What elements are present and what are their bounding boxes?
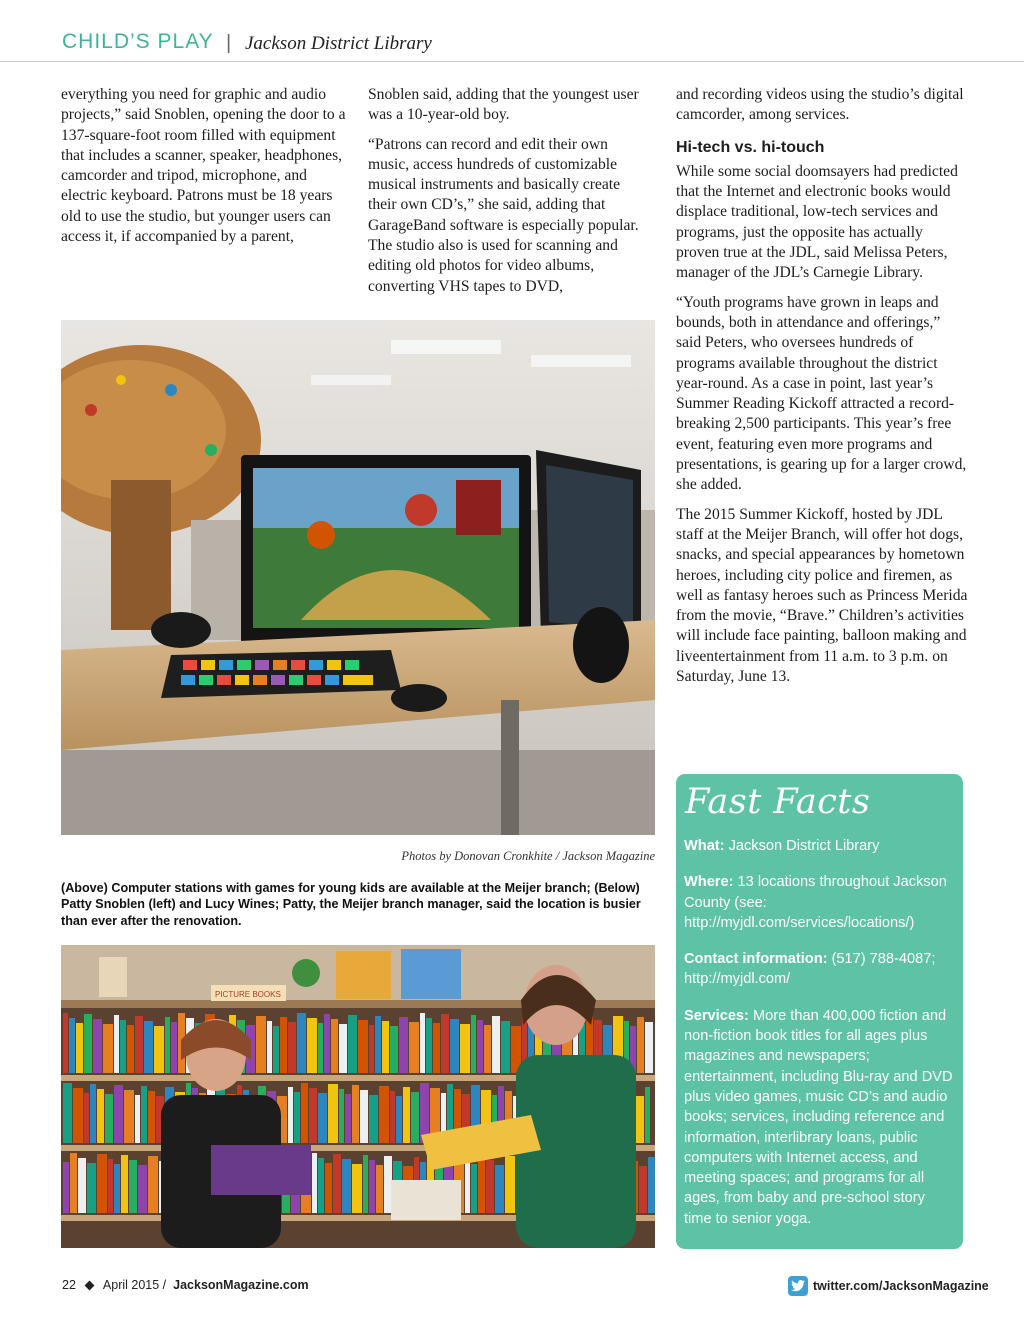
- book-spine: [63, 1083, 72, 1143]
- fact-value: (517) 788-4087; http://myjdl.com/: [684, 951, 936, 988]
- book-spine: [267, 1021, 272, 1073]
- librarians-illustration: [61, 945, 655, 1248]
- book-spine: [403, 1087, 410, 1143]
- fast-facts-body: [684, 836, 956, 1245]
- book-spine: [450, 1019, 459, 1073]
- book-spine: [144, 1021, 153, 1073]
- book-spine: [165, 1017, 170, 1073]
- book-spine: [645, 1087, 650, 1143]
- book-spine: [256, 1016, 266, 1073]
- book-spine: [478, 1155, 485, 1213]
- book-spine: [369, 1095, 378, 1143]
- issue-date: April 2015 /: [102, 1278, 167, 1292]
- book-spine: [501, 1021, 510, 1073]
- book-spine: [492, 1016, 500, 1073]
- book-spine: [433, 1023, 440, 1073]
- fact-services: [684, 1006, 956, 1229]
- picture-books-sign: PICTURE BOOKS: [215, 990, 281, 999]
- book-spine: [324, 1014, 330, 1073]
- book-spine: [114, 1085, 123, 1143]
- book-spine: [648, 1157, 655, 1213]
- book-spine: [358, 1020, 368, 1073]
- book-spine: [288, 1022, 296, 1073]
- book-spine: [309, 1088, 317, 1143]
- book-spine: [97, 1154, 107, 1213]
- fact-contact: [684, 949, 956, 990]
- book-spine: [171, 1022, 177, 1073]
- book-spine: [333, 1154, 341, 1213]
- paragraph: “Youth programs have grown in leaps and bounds, both in attendance and offerings,” said Peters, who oversees hundreds of programs available throughout the district year-round. As a case in point, last year’s Summer Reading Kickoff attracted a record-breaking 2,500 participants. This year’s free event, featuring even more programs and presentations, is gearing up for a larger crowd, she added.: [676, 293, 967, 494]
- paragraph: “Patrons can record and edit their own music, access hundreds of customizable musical instruments and basically create their own CD’s,” she said, adding that GarageBand software is especially popular. The studio also is used for scanning and editing old photos for video albums, converting VHS tapes to DVD,: [368, 135, 639, 295]
- fact-label: Where:: [684, 874, 734, 891]
- book-spine: [105, 1094, 113, 1143]
- book-spine: [331, 1019, 338, 1073]
- book-spine: [318, 1093, 327, 1143]
- book-spine: [399, 1017, 408, 1073]
- fact-where: [684, 872, 956, 933]
- computer-station-illustration: [61, 320, 655, 835]
- book-spine: [426, 1018, 432, 1073]
- book-spine: [342, 1159, 351, 1213]
- book-spine: [297, 1013, 306, 1073]
- book-spine: [70, 1153, 77, 1213]
- book-spine: [114, 1164, 120, 1213]
- book-spine: [477, 1020, 483, 1073]
- book-spine: [288, 1087, 293, 1143]
- fact-what: [684, 836, 956, 856]
- book-spine: [76, 1023, 83, 1073]
- book-spine: [148, 1156, 158, 1213]
- book-spine: [103, 1024, 113, 1073]
- book-spine: [127, 1025, 134, 1073]
- book-spine: [369, 1025, 374, 1073]
- footer-left: [62, 1278, 309, 1292]
- book-spine: [318, 1023, 323, 1073]
- header-rule: [0, 61, 1024, 62]
- book-spine: [129, 1160, 137, 1213]
- section-title: CHILD’S PLAY: [62, 30, 214, 53]
- fact-label: Contact information:: [684, 951, 828, 968]
- article-column-2: [368, 85, 651, 306]
- book-spine: [411, 1092, 419, 1143]
- book-spine: [294, 1092, 300, 1143]
- book-spine: [124, 1090, 134, 1143]
- fact-label: Services:: [684, 1007, 749, 1024]
- book-spine: [471, 1164, 477, 1213]
- book-spine: [273, 1026, 279, 1073]
- book-spine: [121, 1155, 128, 1213]
- book-spine: [352, 1085, 359, 1143]
- footer-right: [788, 1276, 989, 1296]
- book-spine: [639, 1166, 647, 1213]
- book-spine: [301, 1083, 308, 1143]
- fact-label: What:: [684, 838, 725, 854]
- book-spine: [120, 1020, 126, 1073]
- book-spine: [328, 1084, 338, 1143]
- book-spine: [420, 1013, 425, 1073]
- book-spine: [376, 1165, 383, 1213]
- book-spine: [369, 1160, 375, 1213]
- publication-name: Jackson District Library: [245, 33, 432, 54]
- book-spine: [87, 1163, 96, 1213]
- book-spine: [97, 1089, 104, 1143]
- book-spine: [154, 1026, 164, 1073]
- book-spine: [345, 1094, 351, 1143]
- book-spine: [63, 1162, 69, 1213]
- book-spine: [396, 1096, 402, 1143]
- book-spine: [505, 1156, 515, 1213]
- photo-caption: (Above) Computer stations with games for young kids are available at the Meijer branch; (Below) Patty Snoblen (left) and Lucy Wines; Patty, the Meijer branch manager, said the location is busier than ever after the renovation.: [61, 881, 641, 928]
- book-spine: [484, 1025, 491, 1073]
- book-spine: [339, 1089, 344, 1143]
- book-spine: [495, 1165, 504, 1213]
- book-spine: [441, 1014, 449, 1073]
- fast-facts-box: [676, 774, 963, 1249]
- book-spine: [114, 1015, 119, 1073]
- fact-value: More than 400,000 fiction and non-fiction book titles for all ages plus magazines and newspapers; entertainment, including Blu-ray and DVD plus video games, music CD’s and audio books; services, including reference and information, interlibrary loans, public computers with Internet access, and meeting spaces; and programs for all ages, from baby and pre-school story time to senior yoga.: [684, 1007, 953, 1227]
- subheading: Hi-tech vs. hi-touch: [676, 138, 825, 156]
- website-link[interactable]: JacksonMagazine.com: [173, 1278, 309, 1292]
- paragraph: Snoblen said, adding that the youngest user was a 10-year-old boy.: [368, 86, 639, 124]
- paragraph: While some social doomsayers had predicted that the Internet and electronic books would displace traditional, low-tech services and programs, just the opposite has actually proven true at the JDL, said Melissa Peters, manager of the JDL’s Carnegie Library.: [676, 162, 958, 282]
- book-spine: [348, 1015, 357, 1073]
- book-spine: [382, 1021, 389, 1073]
- book-spine: [375, 1016, 381, 1073]
- header-separator: |: [226, 32, 232, 54]
- book-spine: [363, 1155, 368, 1213]
- article-column-1: [61, 85, 346, 256]
- photo-computer-station: [61, 320, 655, 835]
- book-spine: [84, 1093, 89, 1143]
- book-spine: [465, 1159, 470, 1213]
- book-spine: [141, 1086, 147, 1143]
- fact-value: Jackson District Library: [728, 838, 880, 854]
- article-column-3: [676, 85, 968, 696]
- book-spine: [384, 1156, 392, 1213]
- book-spine: [339, 1024, 347, 1073]
- book-spine: [93, 1019, 102, 1073]
- book-spine: [84, 1014, 92, 1073]
- book-spine: [63, 1013, 68, 1073]
- book-spine: [390, 1091, 395, 1143]
- paragraph: everything you need for graphic and audio projects,” said Snoblen, opening the door to a 137-square-foot room filled with equipment that includes a scanner, speaker, headphones, camcorder and tripod, microphone, and electric keyboard. Patrons must be 18 years old to use the studio, but younger users can access it, if accompanied by a parent,: [61, 86, 346, 246]
- book-spine: [352, 1164, 362, 1213]
- book-spine: [325, 1163, 332, 1213]
- book-spine: [135, 1095, 140, 1143]
- book-spine: [486, 1160, 494, 1213]
- twitter-handle-link[interactable]: twitter.com/JacksonMagazine: [813, 1279, 989, 1293]
- paragraph: and recording videos using the studio’s digital camcorder, among services.: [676, 86, 964, 124]
- twitter-icon: [788, 1276, 808, 1296]
- book-spine: [135, 1016, 143, 1073]
- book-spine: [148, 1091, 155, 1143]
- book-spine: [409, 1022, 419, 1073]
- book-spine: [390, 1026, 398, 1073]
- book-spine: [280, 1017, 287, 1073]
- fact-value: 13 locations throughout Jackson County (see: http://myjdl.com/services/locations/): [684, 874, 947, 931]
- book-spine: [460, 1024, 470, 1073]
- book-spine: [108, 1159, 113, 1213]
- book-spine: [138, 1165, 147, 1213]
- book-spine: [318, 1158, 324, 1213]
- book-spine: [312, 1153, 317, 1213]
- book-spine: [90, 1084, 96, 1143]
- book-spine: [73, 1088, 83, 1143]
- diamond-icon: [84, 1280, 94, 1290]
- book-spine: [645, 1022, 653, 1073]
- fast-facts-title: Fast Facts: [685, 782, 871, 822]
- paragraph: The 2015 Summer Kickoff, hosted by JDL staff at the Meijer Branch, will offer hot dogs, snacks, and special appearances by hometown heroes, including city police and firemen, as well as fantasy heroes such as Princess Merida from the movie, “Brave.” Children’s activities will include face painting, balloon making and liveentertainment from 11 a.m. to 3 p.m. on Saturday, June 13.: [676, 505, 968, 686]
- book-spine: [307, 1018, 317, 1073]
- page-number: 22: [62, 1278, 76, 1292]
- book-spine: [78, 1158, 86, 1213]
- photo-librarians: [61, 945, 655, 1248]
- book-spine: [69, 1018, 75, 1073]
- photo-credit: Photos by Donovan Cronkhite / Jackson Magazine: [401, 849, 655, 863]
- book-spine: [637, 1017, 644, 1073]
- book-spine: [360, 1090, 368, 1143]
- book-spine: [379, 1086, 389, 1143]
- book-spine: [471, 1015, 476, 1073]
